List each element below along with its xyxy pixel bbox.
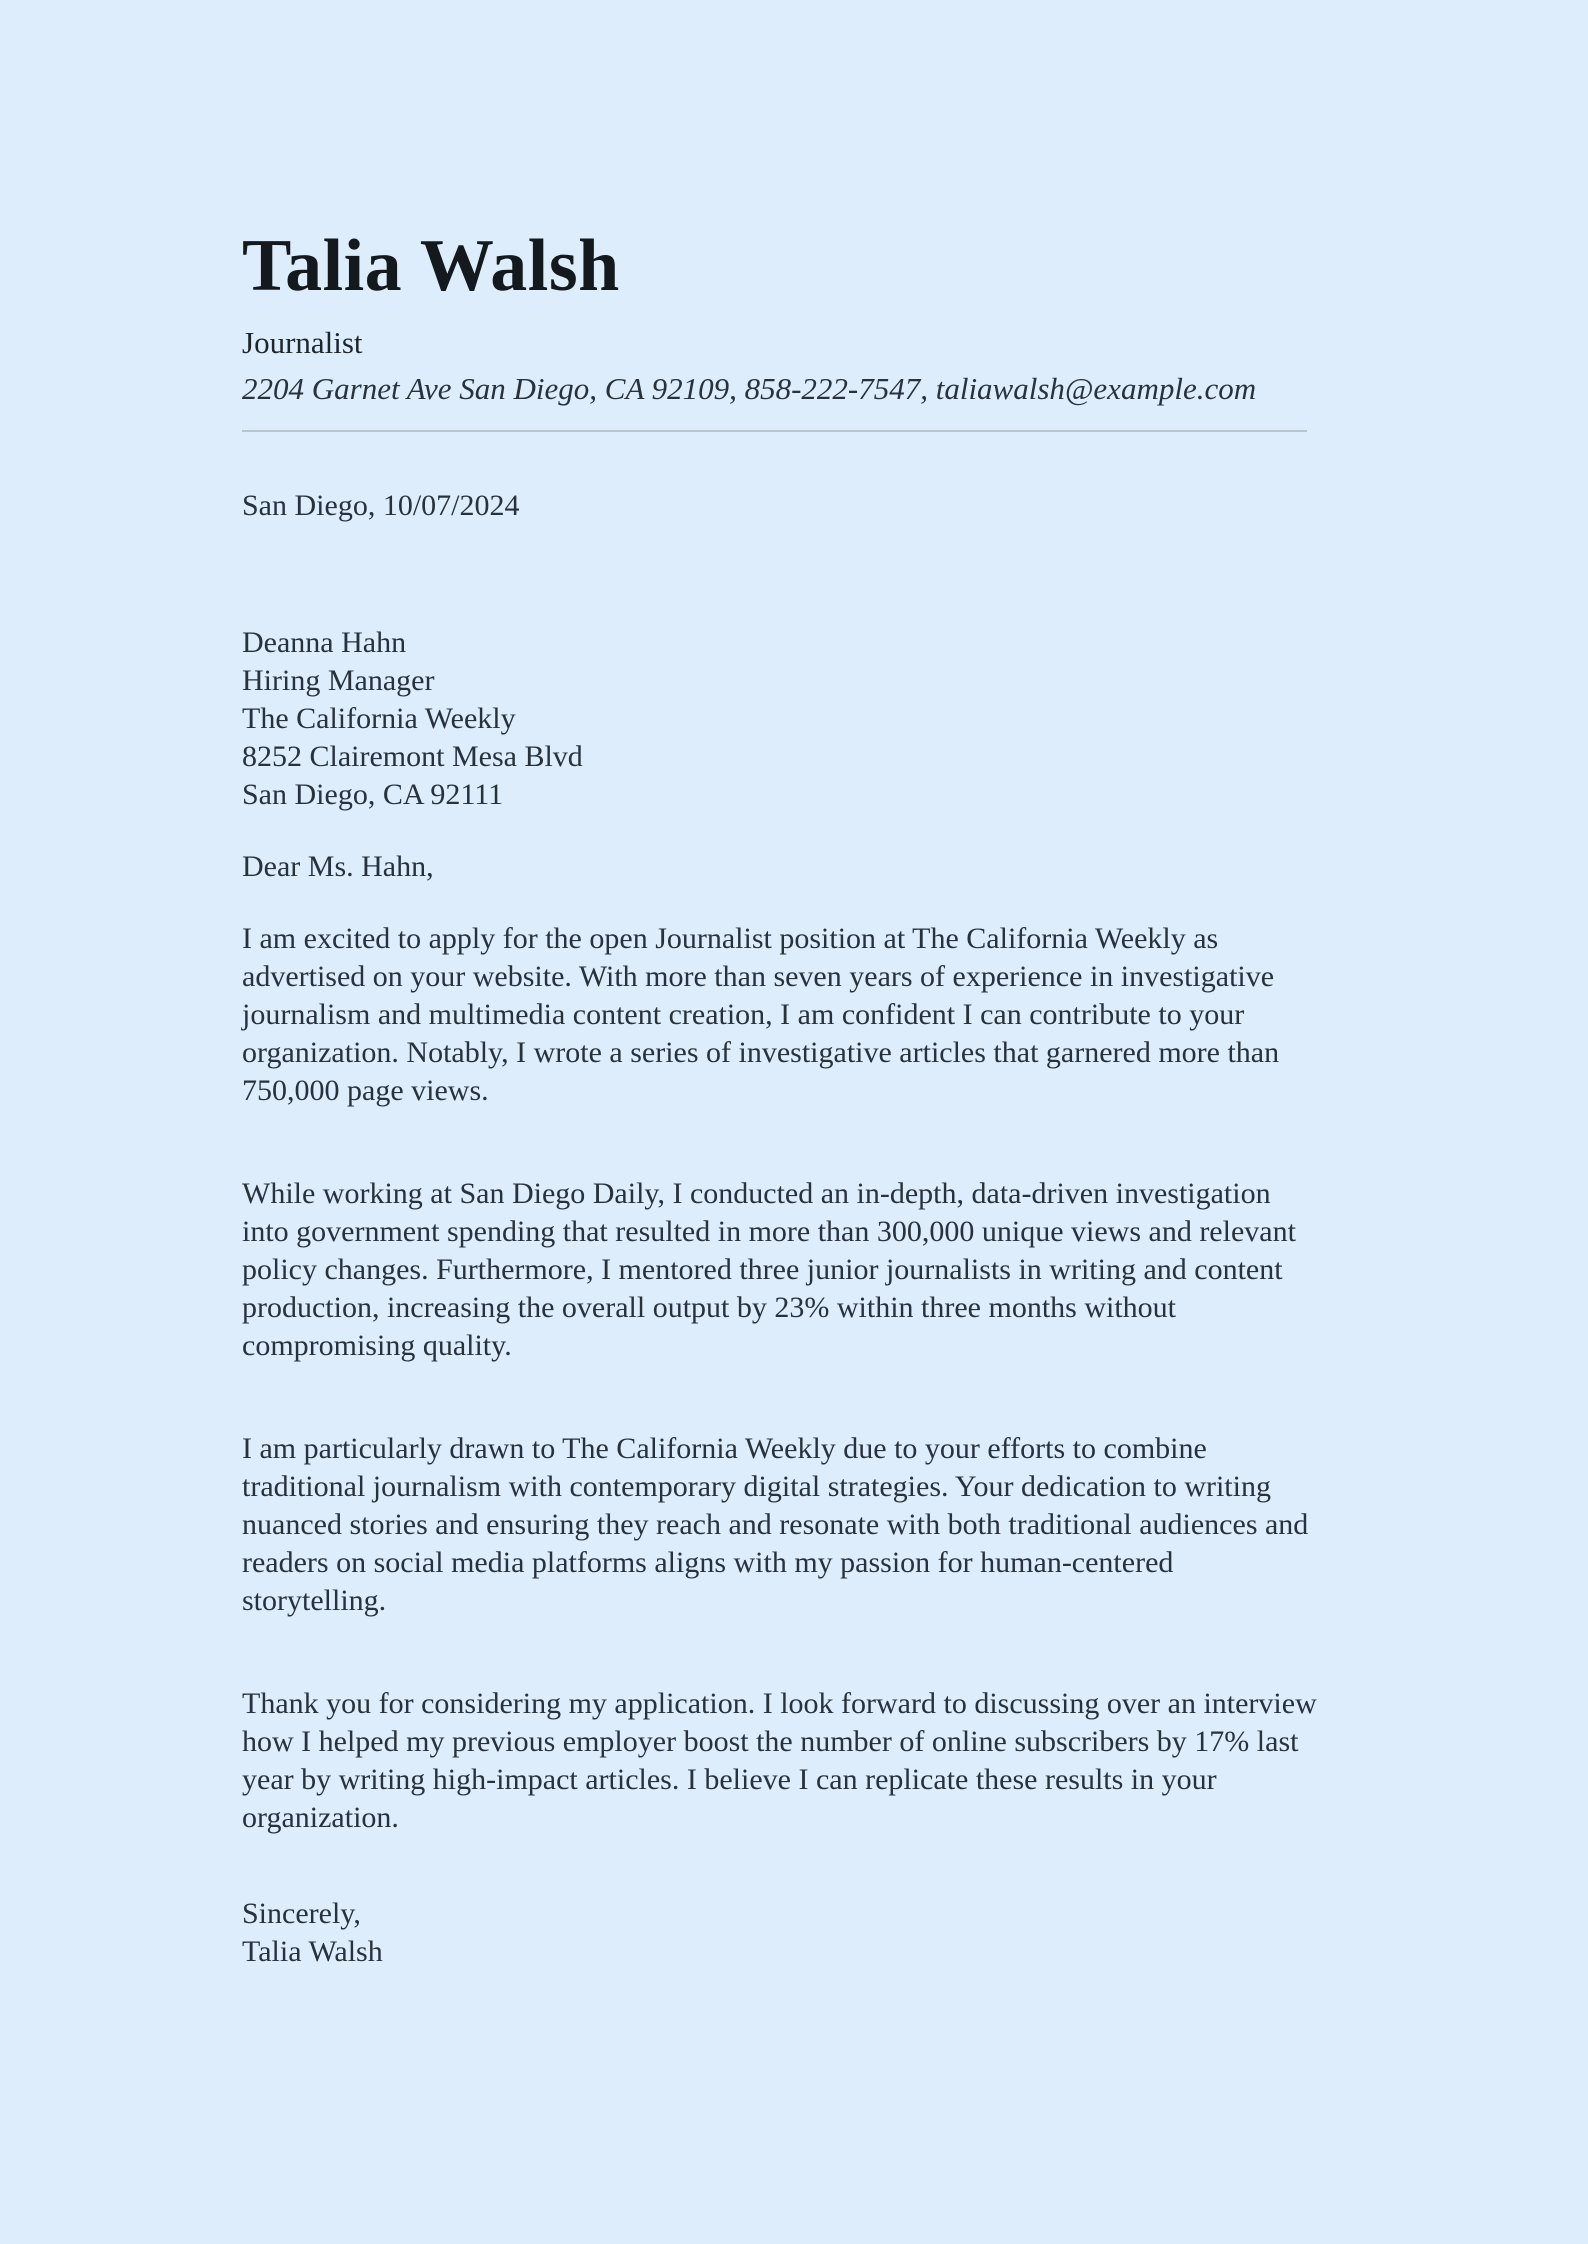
applicant-name: Talia Walsh [242,225,620,307]
greeting: Dear Ms. Hahn, [242,849,434,883]
header-divider [242,430,1307,432]
body-paragraph: Thank you for considering my application. I look forward to discussing over an interview how I helped my previous employer boost the number of online subscribers by 17% last year by writing high-impact articles. I believe I can replicate these results in your organization. [242,1686,1317,1834]
contact-line: 2204 Garnet Ave San Diego, CA 92109, 858-222-7547, taliawalsh@example.com [242,370,1257,406]
date-line: San Diego, 10/07/2024 [242,488,520,522]
recipient-block [242,624,1322,814]
recipient-name: Deanna Hahn [242,625,407,659]
recipient-role: Hiring Manager [242,663,435,697]
recipient-city: San Diego, CA 92111 [242,777,504,811]
recipient-company: The California Weekly [242,701,516,735]
signature-name: Talia Walsh [242,1934,383,1968]
recipient-street: 8252 Clairemont Mesa Blvd [242,739,583,773]
body-paragraph: I am excited to apply for the open Journalist position at The California Weekly as advertised on your website. With more than seven years of experience in investigative journalism and multimedia content creation, I am confident I can contribute to your organization. Notably, I wrote a series of investigative articles that garnered more than 750,000 page views. [242,921,1280,1107]
signature-block [242,1895,1322,1971]
body-paragraph: I am particularly drawn to The California Weekly due to your efforts to combine traditional journalism with contemporary digital strategies. Your dedication to writing nuanced stories and ensuring they reach and resonate with both traditional audiences and readers on social media platforms aligns with my passion for human-centered storytelling. [242,1431,1309,1617]
applicant-title: Journalist [242,324,363,360]
body-paragraph: While working at San Diego Daily, I conducted an in-depth, data-driven investigation into government spending that resulted in more than 300,000 unique views and relevant policy changes. Furthermore, I mentored three junior journalists in writing and content production, increasing the overall output by 23% within three months without compromising quality. [242,1176,1296,1362]
closing: Sincerely, [242,1896,361,1930]
